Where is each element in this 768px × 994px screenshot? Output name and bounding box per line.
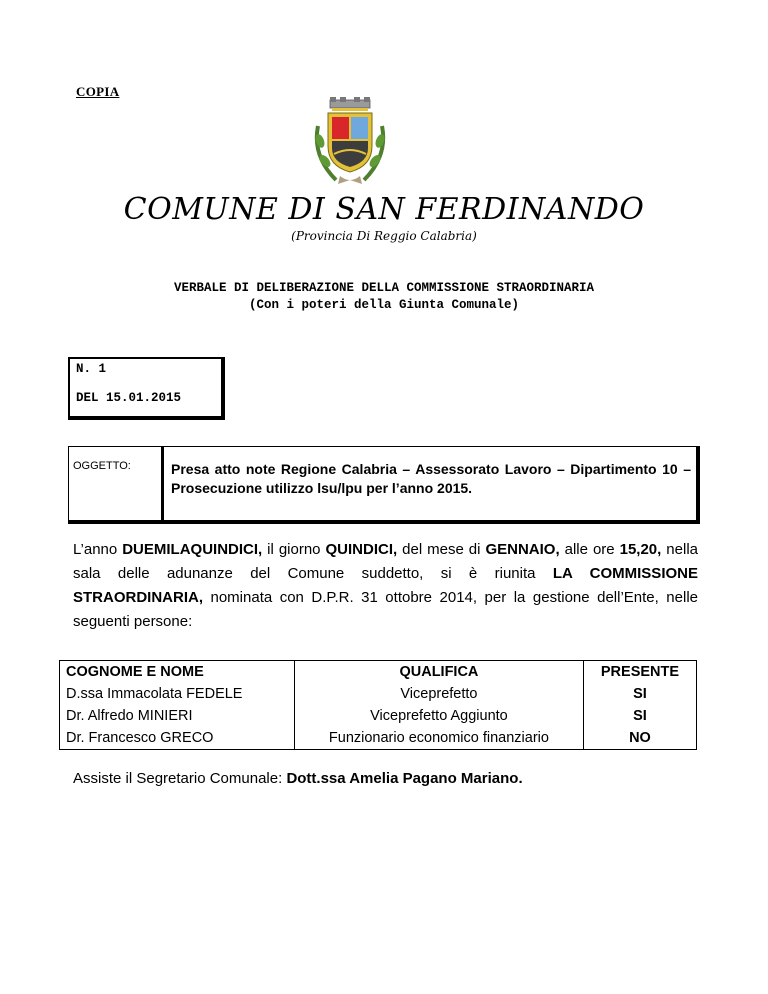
intro-mese: GENNAIO, — [485, 541, 560, 558]
intro-organo: LA COMMISSIONE STRAORDINARIA, — [73, 565, 698, 606]
delibera-date: DEL 15.01.2015 — [76, 391, 182, 405]
header-presente: PRESENTE — [583, 661, 696, 684]
segretario-label: Assiste il Segretario Comunale: — [73, 770, 287, 787]
header-nome: COGNOME E NOME — [60, 661, 295, 684]
members-table — [59, 660, 697, 750]
municipal-coat-of-arms-icon — [310, 96, 390, 188]
intro-giorno: QUINDICI, — [325, 541, 398, 558]
comune-title: COMUNE DI SAN FERDINANDO — [123, 192, 645, 227]
member-presente: NO — [583, 727, 696, 750]
member-qualifica: Viceprefetto Aggiunto — [294, 705, 583, 727]
member-qualifica: Funzionario economico finanziario — [294, 727, 583, 750]
member-nome: Dr. Alfredo MINIERI — [60, 705, 295, 727]
intro-text: il giorno — [262, 541, 326, 558]
oggetto-label: OGGETTO: — [73, 460, 131, 472]
intro-text: del mese di — [397, 541, 486, 558]
intro-text: nella sala delle adunanze del Comune suddetto, si è riunita — [73, 541, 698, 582]
delibera-number: N. 1 — [76, 362, 107, 376]
intro-anno: DUEMILAQUINDICI, — [122, 541, 263, 558]
copia-label: COPIA — [76, 84, 120, 99]
header-qualifica: QUALIFICA — [294, 661, 583, 684]
delibera-number-box — [68, 357, 225, 420]
verbale-heading: VERBALE DI DELIBERAZIONE DELLA COMMISSIONE STRAORDINARIA — [173, 281, 595, 295]
intro-text: nominata con D.P.R. 31 ottobre 2014, per la gestione dell’Ente, nelle seguenti persone: — [73, 589, 698, 630]
oggetto-text: Presa atto note Regione Calabria – Assessorato Lavoro – Dipartimento 10 – Prosecuzione utilizzo lsu/lpu per l’anno 2015. — [171, 461, 691, 496]
intro-paragraph — [73, 538, 698, 634]
table-row — [60, 683, 697, 705]
table-row — [60, 727, 697, 750]
oggetto-divider — [161, 447, 164, 520]
table-row — [60, 705, 697, 727]
verbale-subheading: (Con i poteri della Giunta Comunale) — [248, 298, 520, 312]
oggetto-box — [68, 446, 700, 524]
table-header-row — [60, 661, 697, 684]
provincia-subtitle: (Provincia Di Reggio Calabria) — [291, 229, 477, 243]
intro-ora: 15,20, — [619, 541, 662, 558]
member-presente: SI — [583, 683, 696, 705]
member-presente: SI — [583, 705, 696, 727]
intro-text: alle ore — [559, 541, 620, 558]
member-nome: Dr. Francesco GRECO — [60, 727, 295, 750]
intro-text: L’anno — [73, 541, 123, 558]
segretario-line — [73, 770, 523, 787]
member-qualifica: Viceprefetto — [294, 683, 583, 705]
member-nome: D.ssa Immacolata FEDELE — [60, 683, 295, 705]
segretario-name: Dott.ssa Amelia Pagano Mariano. — [286, 770, 523, 787]
